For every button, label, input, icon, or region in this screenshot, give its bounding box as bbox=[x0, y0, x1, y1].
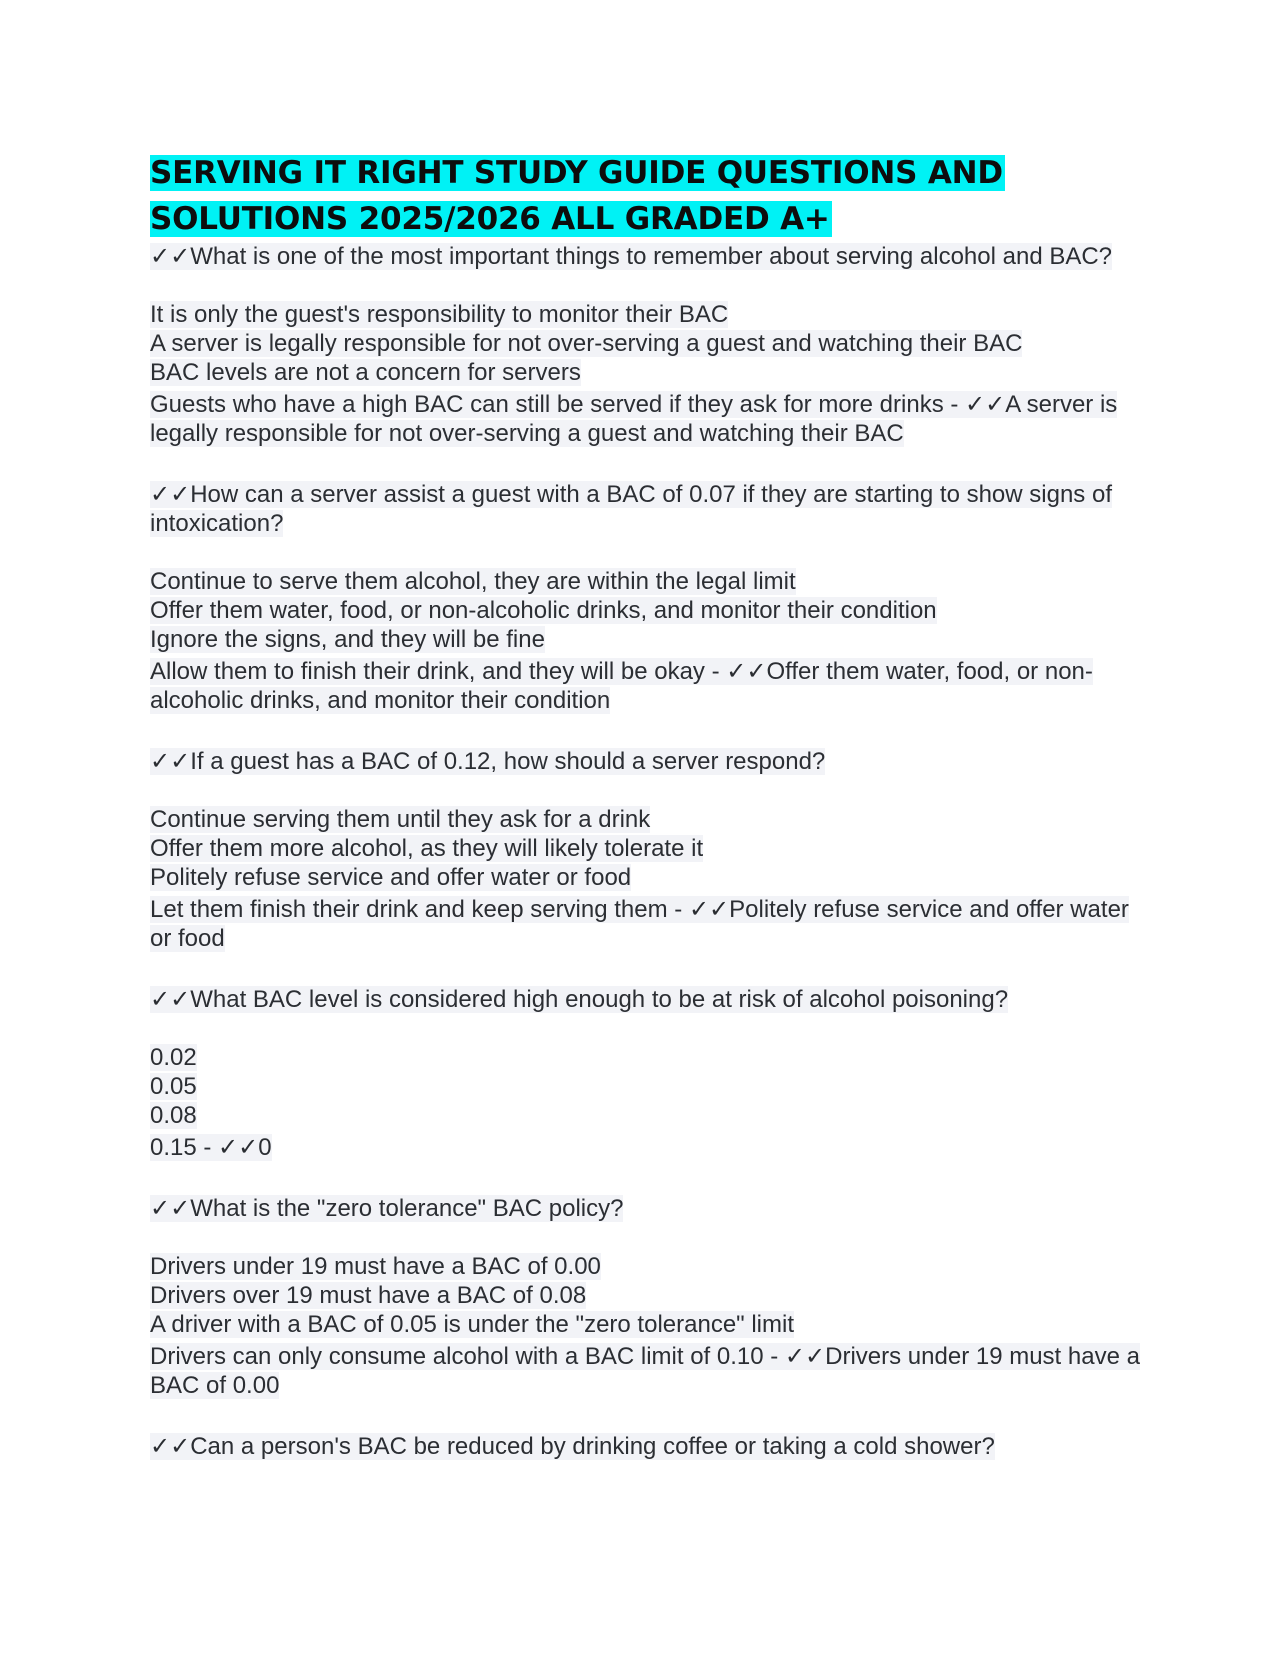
answer-option: Drivers over 19 must have a BAC of 0.08 bbox=[150, 1282, 587, 1309]
check-mark: ✓✓ bbox=[965, 391, 1006, 418]
check-mark: ✓✓ bbox=[150, 1195, 191, 1222]
answer-options bbox=[150, 805, 1150, 953]
answer-option: Drivers under 19 must have a BAC of 0.00 bbox=[150, 1253, 601, 1280]
last-option-with-answer: Allow them to finish their drink, and they will be okay - ✓✓Offer them water, food, or non-alcoholic drinks, and monitor their condition bbox=[150, 658, 1093, 714]
check-mark: ✓✓ bbox=[150, 986, 191, 1013]
check-mark: ✓✓ bbox=[784, 1343, 826, 1370]
answer-options bbox=[150, 1043, 1150, 1162]
question-list bbox=[150, 242, 1150, 1432]
qa-block bbox=[150, 242, 1150, 480]
check-mark: ✓✓ bbox=[150, 748, 191, 775]
qa-block bbox=[150, 985, 1150, 1194]
answer-option: 0.02 bbox=[150, 1044, 197, 1071]
answer-option: Continue to serve them alcohol, they are within the legal limit bbox=[150, 568, 796, 595]
answer-option: Ignore the signs, and they will be fine bbox=[150, 626, 545, 653]
answer-option: A server is legally responsible for not over-serving a guest and watching their BAC bbox=[150, 330, 1023, 357]
qa-block bbox=[150, 1194, 1150, 1432]
answer-option: BAC levels are not a concern for servers bbox=[150, 359, 581, 386]
last-option-with-answer: Let them finish their drink and keep serving them - ✓✓Politely refuse service and offer water or food bbox=[150, 896, 1129, 952]
spacer bbox=[150, 1162, 1150, 1194]
answer-option: 0.05 bbox=[150, 1073, 197, 1100]
document-page bbox=[150, 150, 1150, 1461]
final-question: ✓✓Can a person's BAC be reduced by drinking coffee or taking a cold shower? bbox=[150, 1433, 995, 1460]
check-mark: ✓✓ bbox=[688, 896, 730, 923]
check-mark: ✓✓ bbox=[150, 481, 191, 508]
check-mark: ✓✓ bbox=[218, 1134, 259, 1161]
last-option-with-answer: 0.15 - ✓✓0 bbox=[150, 1134, 272, 1161]
answer-option: Offer them water, food, or non-alcoholic drinks, and monitor their condition bbox=[150, 597, 937, 624]
spacer bbox=[150, 1400, 1150, 1432]
check-mark: ✓✓ bbox=[150, 243, 191, 270]
question-text: ✓✓What is the "zero tolerance" BAC policy? bbox=[150, 1195, 624, 1222]
check-mark: ✓✓ bbox=[726, 658, 767, 685]
correct-answer: Politely refuse service and offer water or food bbox=[150, 896, 1129, 952]
answer-option: It is only the guest's responsibility to monitor their BAC bbox=[150, 301, 729, 328]
correct-answer: A server is legally responsible for not over-serving a guest and watching their BAC bbox=[150, 391, 1118, 447]
qa-block bbox=[150, 480, 1150, 747]
answer-options bbox=[150, 1252, 1150, 1400]
answer-option: Offer them more alcohol, as they will likely tolerate it bbox=[150, 835, 704, 862]
last-option-with-answer: Guests who have a high BAC can still be served if they ask for more drinks - ✓✓A server is legally responsible for not over-serving a guest and watching their BAC bbox=[150, 391, 1118, 447]
question-text: ✓✓How can a server assist a guest with a BAC of 0.07 if they are starting to show signs of intoxication? bbox=[150, 481, 1112, 537]
answer-option: 0.08 bbox=[150, 1102, 197, 1129]
spacer bbox=[150, 448, 1150, 480]
correct-answer: Drivers under 19 must have a BAC of 0.00 bbox=[150, 1343, 1140, 1399]
last-option-with-answer: Drivers can only consume alcohol with a BAC limit of 0.10 - ✓✓Drivers under 19 must have a BAC of 0.00 bbox=[150, 1343, 1140, 1399]
document-title: SERVING IT RIGHT STUDY GUIDE QUESTIONS AND SOLUTIONS 2025/2026 ALL GRADED A+ bbox=[150, 155, 1003, 237]
answer-option: A driver with a BAC of 0.05 is under the "zero tolerance" limit bbox=[150, 1311, 795, 1338]
spacer bbox=[150, 715, 1150, 747]
check-mark: ✓✓ bbox=[150, 1433, 191, 1460]
question-text: ✓✓What BAC level is considered high enough to be at risk of alcohol poisoning? bbox=[150, 986, 1009, 1013]
question-text: ✓✓If a guest has a BAC of 0.12, how should a server respond? bbox=[150, 748, 826, 775]
question-text: ✓✓What is one of the most important things to remember about serving alcohol and BAC? bbox=[150, 243, 1113, 270]
correct-answer: 0 bbox=[258, 1134, 272, 1161]
answer-option: Continue serving them until they ask for a drink bbox=[150, 806, 651, 833]
answer-option: Politely refuse service and offer water or food bbox=[150, 864, 632, 891]
answer-options bbox=[150, 567, 1150, 715]
correct-answer: Offer them water, food, or non-alcoholic drinks, and monitor their condition bbox=[150, 658, 1093, 714]
answer-options bbox=[150, 300, 1150, 448]
spacer bbox=[150, 953, 1150, 985]
qa-block bbox=[150, 747, 1150, 985]
